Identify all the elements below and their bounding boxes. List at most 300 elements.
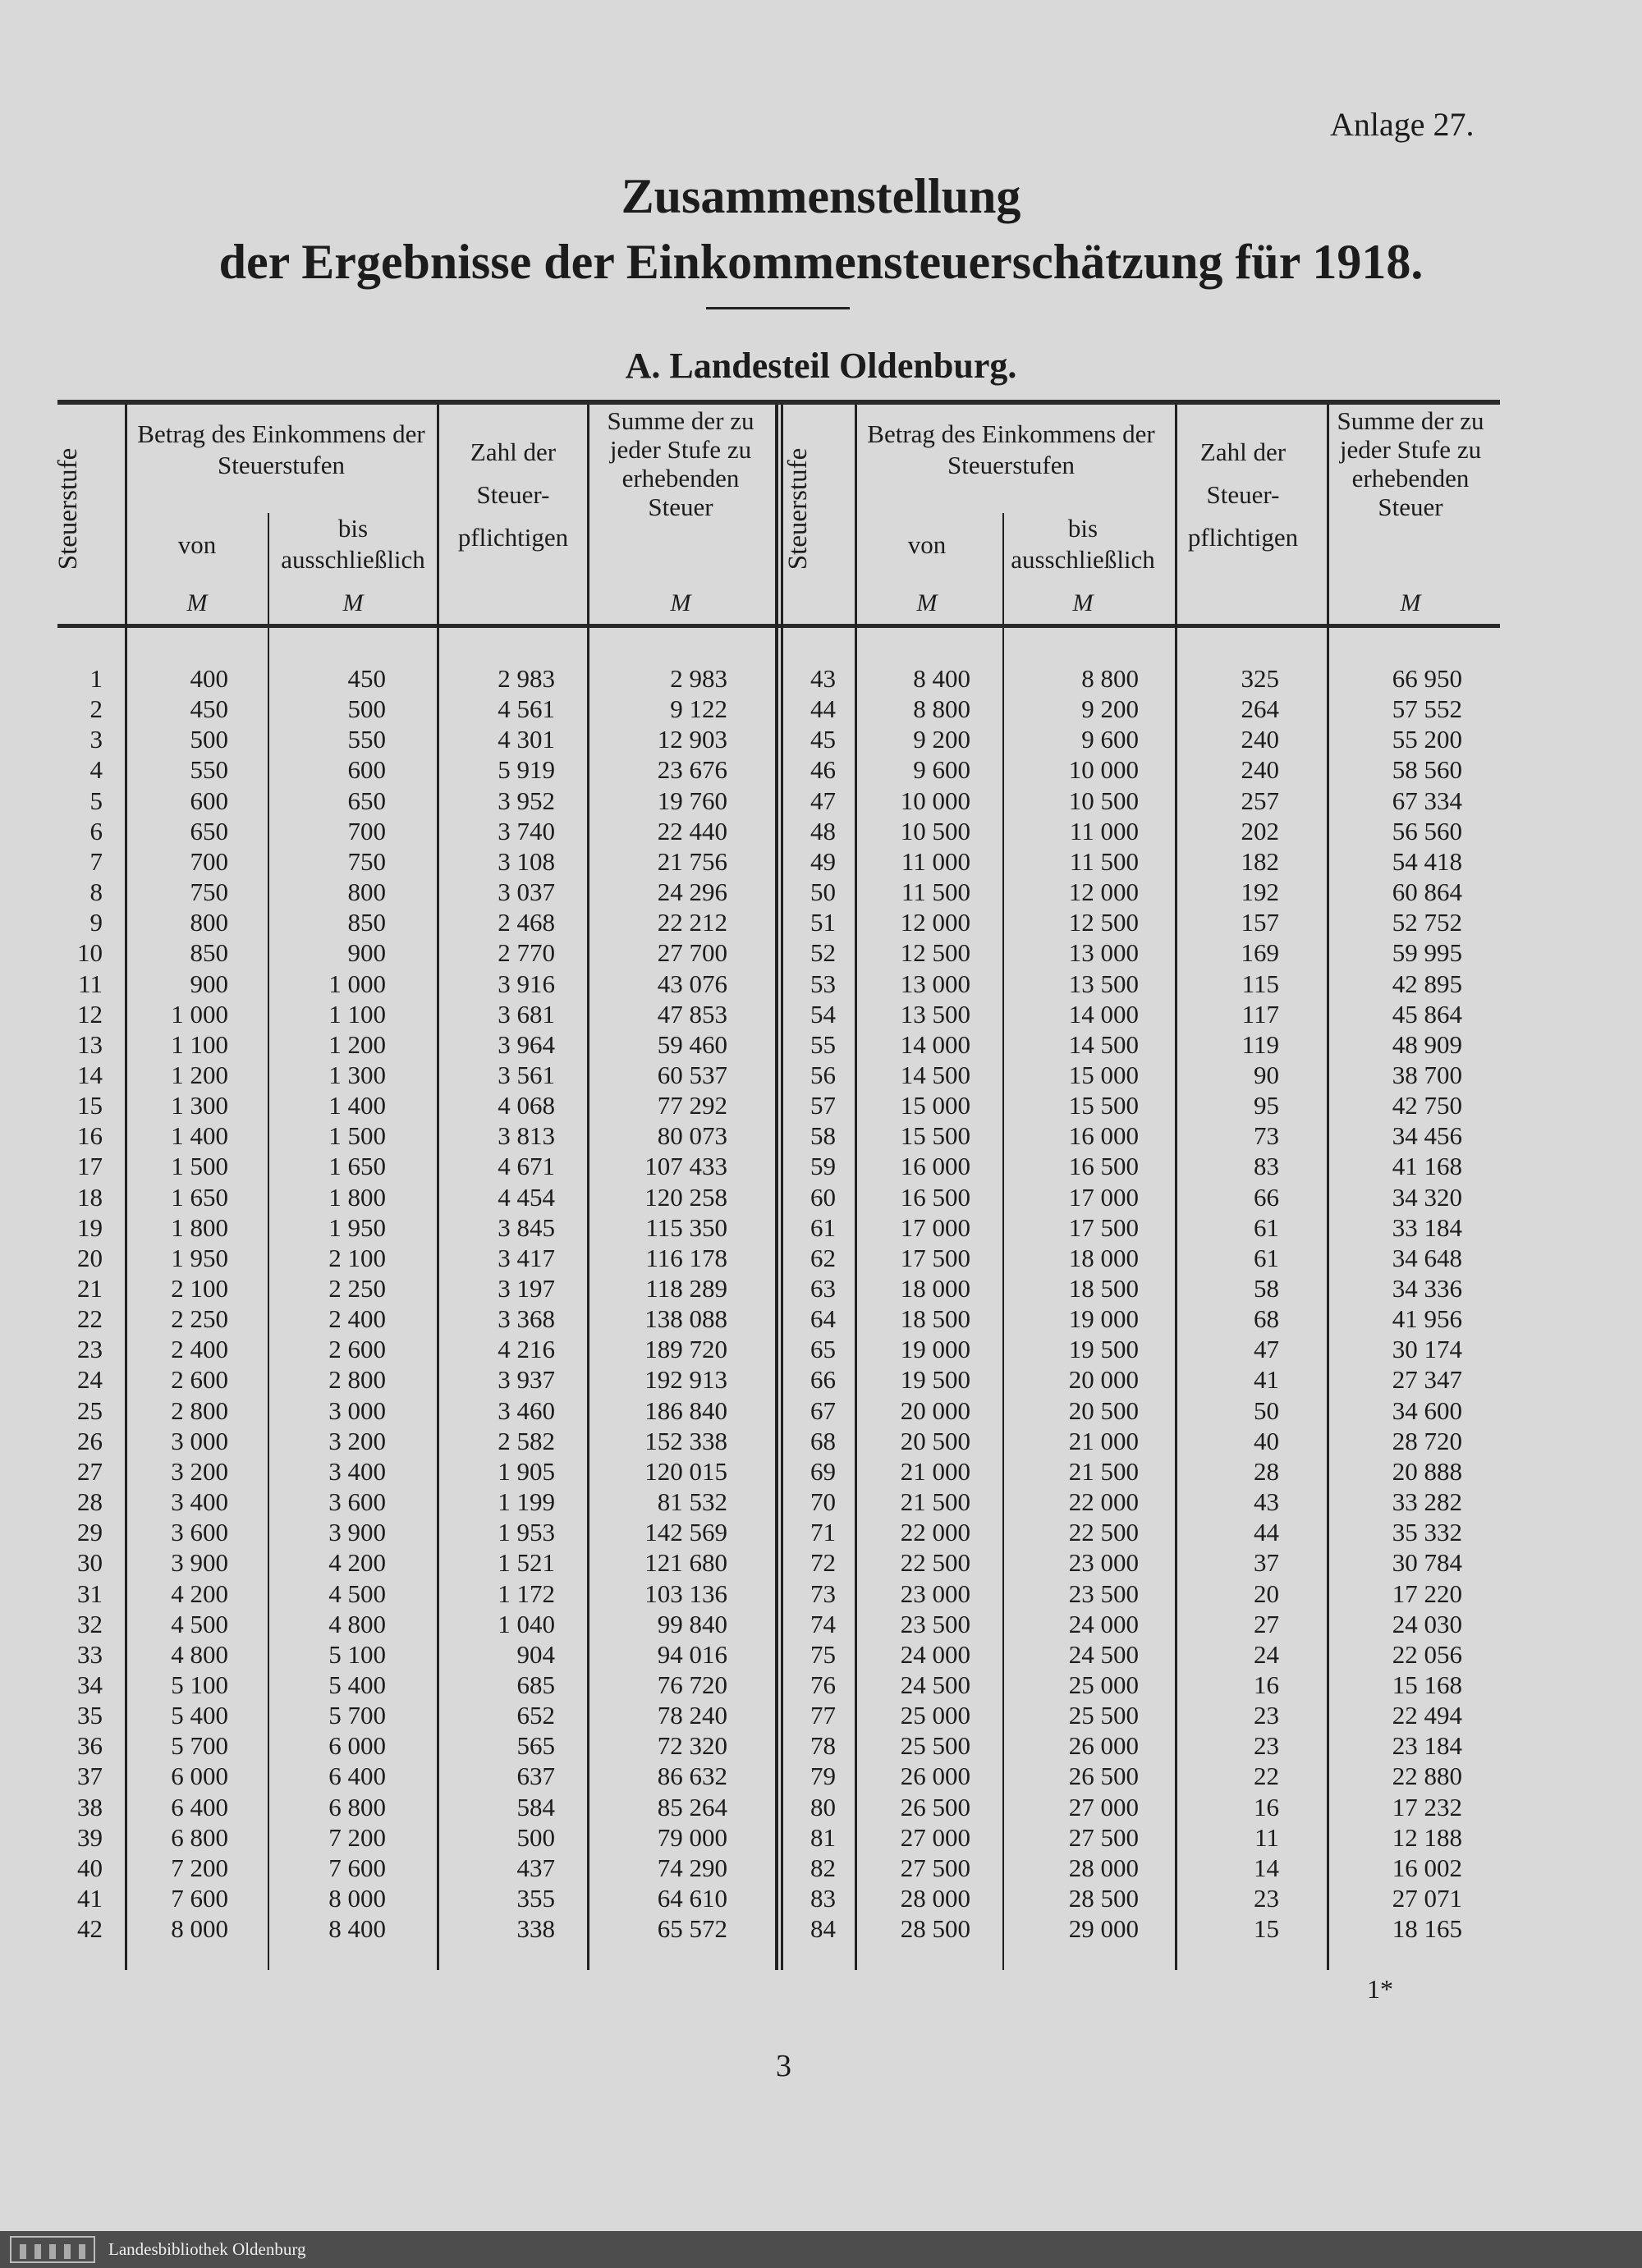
row-summe: 28 720 <box>1392 1426 1462 1455</box>
row-zahl: 2 582 <box>498 1426 555 1455</box>
row-bis: 2 800 <box>328 1365 386 1395</box>
row-summe: 65 572 <box>657 1914 727 1944</box>
row-von: 13 000 <box>900 969 970 998</box>
row-summe: 120 258 <box>644 1182 727 1212</box>
row-summe: 2 983 <box>670 664 727 693</box>
row-bis: 1 200 <box>328 1029 386 1059</box>
annex-label: Anlage 27. <box>1330 106 1475 143</box>
row-stufe: 59 <box>810 1152 836 1181</box>
row-stufe: 75 <box>810 1639 836 1669</box>
row-von: 8 400 <box>913 664 970 693</box>
row-von: 15 500 <box>900 1121 970 1151</box>
row-bis: 18 500 <box>1068 1274 1139 1303</box>
row-stufe: 33 <box>77 1639 103 1669</box>
row-bis: 27 500 <box>1068 1822 1139 1852</box>
row-zahl: 355 <box>516 1884 555 1913</box>
row-von: 1 200 <box>171 1060 228 1089</box>
row-stufe: 39 <box>77 1822 103 1852</box>
row-bis: 5 700 <box>328 1701 386 1730</box>
page-number: 3 <box>776 2049 791 2083</box>
row-stufe: 47 <box>810 786 836 815</box>
row-zahl: 182 <box>1241 846 1279 876</box>
row-summe: 16 002 <box>1392 1853 1462 1882</box>
row-bis: 25 500 <box>1068 1701 1139 1730</box>
row-stufe: 48 <box>810 816 836 845</box>
row-stufe: 21 <box>77 1274 103 1303</box>
row-stufe: 42 <box>77 1914 103 1944</box>
row-bis: 1 500 <box>328 1121 386 1151</box>
row-stufe: 54 <box>810 999 836 1029</box>
row-zahl: 117 <box>1241 999 1279 1029</box>
table-top-rule <box>57 400 1500 405</box>
row-bis: 22 000 <box>1068 1487 1139 1517</box>
row-von: 4 500 <box>171 1609 228 1638</box>
unit-mark: M <box>916 589 938 616</box>
row-stufe: 17 <box>77 1152 103 1181</box>
row-summe: 34 320 <box>1392 1182 1462 1212</box>
row-zahl: 28 <box>1254 1456 1279 1486</box>
row-bis: 4 200 <box>328 1548 386 1578</box>
row-von: 2 400 <box>171 1335 228 1364</box>
row-zahl: 90 <box>1254 1060 1279 1089</box>
page-title-line2: der Ergebnisse der Einkommensteuerschätzung für 1918. <box>218 235 1424 289</box>
row-von: 1 000 <box>171 999 228 1029</box>
row-bis: 20 000 <box>1068 1365 1139 1395</box>
row-von: 3 900 <box>171 1548 228 1578</box>
row-summe: 152 338 <box>644 1426 727 1455</box>
column-divider <box>855 405 857 1970</box>
row-bis: 19 000 <box>1068 1304 1139 1334</box>
row-stufe: 38 <box>77 1792 103 1821</box>
row-stufe: 66 <box>810 1365 836 1395</box>
row-bis: 1 950 <box>328 1212 386 1242</box>
row-bis: 23 500 <box>1068 1578 1139 1608</box>
row-bis: 6 400 <box>328 1762 386 1791</box>
header-bottom-rule <box>57 624 1500 628</box>
column-divider <box>437 405 439 1970</box>
row-bis: 28 000 <box>1068 1853 1139 1882</box>
row-stufe: 81 <box>810 1822 836 1852</box>
row-zahl: 3 937 <box>498 1365 555 1395</box>
column-divider <box>268 628 269 1970</box>
row-von: 10 500 <box>900 816 970 845</box>
row-zahl: 66 <box>1254 1182 1279 1212</box>
row-von: 400 <box>190 664 228 693</box>
row-stufe: 16 <box>77 1121 103 1151</box>
row-bis: 5 400 <box>328 1670 386 1699</box>
row-von: 3 200 <box>171 1456 228 1486</box>
row-von: 8 800 <box>913 694 970 724</box>
row-stufe: 23 <box>77 1335 103 1364</box>
row-bis: 4 800 <box>328 1609 386 1638</box>
row-zahl: 338 <box>516 1914 555 1944</box>
row-stufe: 7 <box>89 846 103 876</box>
row-zahl: 20 <box>1254 1578 1279 1608</box>
row-zahl: 2 468 <box>498 908 555 937</box>
row-stufe: 62 <box>810 1243 836 1272</box>
row-summe: 12 188 <box>1392 1822 1462 1852</box>
double-divider <box>781 405 783 1970</box>
row-summe: 94 016 <box>657 1639 727 1669</box>
row-stufe: 79 <box>810 1762 836 1791</box>
row-zahl: 157 <box>1241 908 1279 937</box>
row-zahl: 11 <box>1254 1822 1279 1852</box>
row-von: 27 000 <box>900 1822 970 1852</box>
column-divider <box>587 405 589 1970</box>
row-stufe: 27 <box>77 1456 103 1486</box>
row-stufe: 15 <box>77 1091 103 1120</box>
row-summe: 115 350 <box>645 1212 727 1242</box>
row-bis: 1 400 <box>328 1091 386 1120</box>
row-stufe: 34 <box>77 1670 103 1699</box>
row-von: 2 250 <box>171 1304 228 1334</box>
row-von: 14 000 <box>900 1029 970 1059</box>
row-zahl: 169 <box>1241 938 1279 968</box>
row-von: 700 <box>190 846 228 876</box>
row-bis: 11 500 <box>1069 846 1139 876</box>
row-stufe: 2 <box>89 694 103 724</box>
row-stufe: 51 <box>810 908 836 937</box>
row-summe: 27 700 <box>657 938 727 968</box>
row-von: 450 <box>190 694 228 724</box>
row-von: 18 000 <box>900 1274 970 1303</box>
row-summe: 34 456 <box>1392 1121 1462 1151</box>
row-zahl: 27 <box>1254 1609 1279 1638</box>
row-summe: 76 720 <box>657 1670 727 1699</box>
row-stufe: 58 <box>810 1121 836 1151</box>
row-bis: 14 000 <box>1068 999 1139 1029</box>
row-von: 24 500 <box>900 1670 970 1699</box>
row-zahl: 4 301 <box>498 725 555 754</box>
row-bis: 17 500 <box>1068 1212 1139 1242</box>
column-divider <box>1175 405 1177 1970</box>
row-summe: 74 290 <box>657 1853 727 1882</box>
row-stufe: 22 <box>77 1304 103 1334</box>
row-zahl: 3 681 <box>498 999 555 1029</box>
row-von: 16 500 <box>900 1182 970 1212</box>
row-summe: 34 648 <box>1392 1243 1462 1272</box>
row-bis: 27 000 <box>1068 1792 1139 1821</box>
row-stufe: 9 <box>89 908 103 937</box>
row-von: 5 100 <box>171 1670 228 1699</box>
row-summe: 24 030 <box>1392 1609 1462 1638</box>
row-bis: 28 500 <box>1068 1884 1139 1913</box>
row-zahl: 3 952 <box>498 786 555 815</box>
row-stufe: 69 <box>810 1456 836 1486</box>
row-von: 27 500 <box>900 1853 970 1882</box>
row-stufe: 11 <box>78 969 103 998</box>
row-stufe: 74 <box>810 1609 836 1638</box>
row-von: 12 000 <box>900 908 970 937</box>
row-stufe: 63 <box>810 1274 836 1303</box>
row-summe: 55 200 <box>1392 725 1462 754</box>
row-summe: 17 232 <box>1392 1792 1462 1821</box>
row-bis: 11 000 <box>1069 816 1139 845</box>
row-von: 1 300 <box>171 1091 228 1120</box>
row-stufe: 30 <box>77 1548 103 1578</box>
row-von: 9 200 <box>913 725 970 754</box>
row-zahl: 3 037 <box>498 877 555 907</box>
row-summe: 45 864 <box>1392 999 1462 1029</box>
row-summe: 103 136 <box>644 1578 727 1608</box>
row-stufe: 6 <box>89 816 103 845</box>
row-summe: 59 995 <box>1392 938 1462 968</box>
row-bis: 23 000 <box>1068 1548 1139 1578</box>
row-bis: 17 000 <box>1068 1182 1139 1212</box>
row-zahl: 4 671 <box>498 1152 555 1181</box>
row-von: 28 000 <box>900 1884 970 1913</box>
row-zahl: 685 <box>516 1670 555 1699</box>
header-betrag: Betrag des Einkommens der Steuerstufen <box>137 419 425 479</box>
row-von: 26 000 <box>900 1762 970 1791</box>
row-von: 13 500 <box>900 999 970 1029</box>
title-divider <box>706 307 850 309</box>
row-summe: 78 240 <box>657 1701 727 1730</box>
row-bis: 2 250 <box>328 1274 386 1303</box>
row-summe: 15 168 <box>1392 1670 1462 1699</box>
row-summe: 60 537 <box>657 1060 727 1089</box>
row-summe: 34 600 <box>1392 1395 1462 1425</box>
row-bis: 26 500 <box>1068 1762 1139 1791</box>
unit-mark: M <box>1400 589 1421 616</box>
row-stufe: 19 <box>77 1212 103 1242</box>
row-stufe: 53 <box>810 969 836 998</box>
row-summe: 23 676 <box>657 755 727 785</box>
row-zahl: 565 <box>516 1731 555 1761</box>
header-summe: Summe der zu jeder Stufe zu erhebenden Steuer <box>607 406 754 521</box>
row-stufe: 4 <box>89 755 103 785</box>
row-bis: 12 000 <box>1068 877 1139 907</box>
row-von: 5 700 <box>171 1731 228 1761</box>
row-von: 1 950 <box>171 1243 228 1272</box>
row-summe: 192 913 <box>644 1365 727 1395</box>
row-von: 750 <box>190 877 228 907</box>
row-bis: 26 000 <box>1068 1731 1139 1761</box>
row-von: 6 800 <box>171 1822 228 1852</box>
row-stufe: 10 <box>77 938 103 968</box>
row-stufe: 82 <box>810 1853 836 1882</box>
row-stufe: 71 <box>810 1518 836 1547</box>
row-bis: 1 650 <box>328 1152 386 1181</box>
row-summe: 60 864 <box>1392 877 1462 907</box>
row-summe: 35 332 <box>1392 1518 1462 1547</box>
row-von: 19 500 <box>900 1365 970 1395</box>
row-zahl: 1 040 <box>498 1609 555 1638</box>
row-zahl: 37 <box>1254 1548 1279 1578</box>
column-divider <box>1327 405 1329 1970</box>
row-zahl: 257 <box>1241 786 1279 815</box>
row-zahl: 50 <box>1254 1395 1279 1425</box>
row-bis: 1 300 <box>328 1060 386 1089</box>
row-von: 550 <box>190 755 228 785</box>
row-von: 500 <box>190 725 228 754</box>
row-summe: 33 184 <box>1392 1212 1462 1242</box>
row-stufe: 49 <box>810 846 836 876</box>
row-stufe: 67 <box>810 1395 836 1425</box>
row-bis: 3 900 <box>328 1518 386 1547</box>
row-von: 22 000 <box>900 1518 970 1547</box>
row-zahl: 23 <box>1254 1701 1279 1730</box>
row-bis: 25 000 <box>1068 1670 1139 1699</box>
row-von: 1 800 <box>171 1212 228 1242</box>
header-summe: Summe der zu jeder Stufe zu erhebenden Steuer <box>1337 406 1484 521</box>
signature-mark: 1* <box>1367 1974 1393 2004</box>
row-von: 21 000 <box>900 1456 970 1486</box>
row-bis: 650 <box>347 786 386 815</box>
row-stufe: 60 <box>810 1182 836 1212</box>
row-von: 1 500 <box>171 1152 228 1181</box>
row-bis: 7 200 <box>328 1822 386 1852</box>
unit-mark: M <box>186 589 208 616</box>
row-bis: 900 <box>347 938 386 968</box>
row-bis: 16 000 <box>1068 1121 1139 1151</box>
row-zahl: 16 <box>1254 1670 1279 1699</box>
row-von: 21 500 <box>900 1487 970 1517</box>
row-zahl: 47 <box>1254 1335 1279 1364</box>
row-von: 25 500 <box>900 1731 970 1761</box>
row-stufe: 78 <box>810 1731 836 1761</box>
row-bis: 24 000 <box>1068 1609 1139 1638</box>
row-summe: 19 760 <box>657 786 727 815</box>
row-summe: 189 720 <box>644 1335 727 1364</box>
row-bis: 3 200 <box>328 1426 386 1455</box>
row-zahl: 1 199 <box>498 1487 555 1517</box>
row-von: 28 500 <box>900 1914 970 1944</box>
row-zahl: 240 <box>1241 755 1279 785</box>
row-von: 18 500 <box>900 1304 970 1334</box>
row-zahl: 23 <box>1254 1884 1279 1913</box>
section-heading: A. Landesteil Oldenburg. <box>625 346 1017 386</box>
row-bis: 20 500 <box>1068 1395 1139 1425</box>
row-stufe: 28 <box>77 1487 103 1517</box>
row-stufe: 64 <box>810 1304 836 1334</box>
row-bis: 15 500 <box>1068 1091 1139 1120</box>
row-bis: 19 500 <box>1068 1335 1139 1364</box>
row-von: 6 000 <box>171 1762 228 1791</box>
row-zahl: 3 813 <box>498 1121 555 1151</box>
row-summe: 41 168 <box>1392 1152 1462 1181</box>
row-zahl: 4 454 <box>498 1182 555 1212</box>
row-zahl: 3 561 <box>498 1060 555 1089</box>
row-stufe: 55 <box>810 1029 836 1059</box>
row-bis: 15 000 <box>1068 1060 1139 1089</box>
row-bis: 1 800 <box>328 1182 386 1212</box>
row-bis: 2 100 <box>328 1243 386 1272</box>
row-stufe: 46 <box>810 755 836 785</box>
row-von: 5 400 <box>171 1701 228 1730</box>
row-bis: 9 600 <box>1081 725 1139 754</box>
row-zahl: 264 <box>1241 694 1279 724</box>
row-zahl: 5 919 <box>498 755 555 785</box>
row-von: 10 000 <box>900 786 970 815</box>
row-summe: 67 334 <box>1392 786 1462 815</box>
row-summe: 33 282 <box>1392 1487 1462 1517</box>
row-zahl: 3 108 <box>498 846 555 876</box>
row-stufe: 31 <box>77 1578 103 1608</box>
row-stufe: 45 <box>810 725 836 754</box>
row-stufe: 84 <box>810 1914 836 1944</box>
row-stufe: 24 <box>77 1365 103 1395</box>
row-bis: 850 <box>347 908 386 937</box>
row-bis: 450 <box>347 664 386 693</box>
row-bis: 13 000 <box>1068 938 1139 968</box>
library-logo-icon <box>10 2236 95 2263</box>
row-summe: 56 560 <box>1392 816 1462 845</box>
row-bis: 13 500 <box>1068 969 1139 998</box>
row-zahl: 14 <box>1254 1853 1279 1882</box>
header-steuerstufe: Steuerstufe <box>53 447 83 570</box>
row-zahl: 83 <box>1254 1152 1279 1181</box>
row-summe: 27 347 <box>1392 1365 1462 1395</box>
row-von: 22 500 <box>900 1548 970 1578</box>
row-bis: 1 100 <box>328 999 386 1029</box>
header-steuerstufe: Steuerstufe <box>783 447 813 570</box>
row-von: 1 100 <box>171 1029 228 1059</box>
unit-mark: M <box>670 589 691 616</box>
row-bis: 3 400 <box>328 1456 386 1486</box>
row-stufe: 83 <box>810 1884 836 1913</box>
row-zahl: 95 <box>1254 1091 1279 1120</box>
row-von: 15 000 <box>900 1091 970 1120</box>
row-stufe: 41 <box>77 1884 103 1913</box>
row-bis: 550 <box>347 725 386 754</box>
row-summe: 22 494 <box>1392 1701 1462 1730</box>
row-zahl: 1 172 <box>498 1578 555 1608</box>
row-summe: 80 073 <box>657 1121 727 1151</box>
row-summe: 43 076 <box>657 969 727 998</box>
row-von: 850 <box>190 938 228 968</box>
row-bis: 4 500 <box>328 1578 386 1608</box>
row-stufe: 3 <box>89 725 103 754</box>
row-summe: 116 178 <box>645 1243 727 1272</box>
row-zahl: 3 964 <box>498 1029 555 1059</box>
row-bis: 3 600 <box>328 1487 386 1517</box>
row-zahl: 1 905 <box>498 1456 555 1486</box>
row-summe: 42 895 <box>1392 969 1462 998</box>
row-zahl: 41 <box>1254 1365 1279 1395</box>
row-zahl: 4 561 <box>498 694 555 724</box>
row-stufe: 73 <box>810 1578 836 1608</box>
row-bis: 3 000 <box>328 1395 386 1425</box>
row-zahl: 22 <box>1254 1762 1279 1791</box>
row-stufe: 72 <box>810 1548 836 1578</box>
row-summe: 77 292 <box>657 1091 727 1120</box>
row-von: 4 800 <box>171 1639 228 1669</box>
row-bis: 22 500 <box>1068 1518 1139 1547</box>
row-summe: 118 289 <box>645 1274 727 1303</box>
row-summe: 52 752 <box>1392 908 1462 937</box>
header-von: von <box>177 530 217 559</box>
row-von: 2 800 <box>171 1395 228 1425</box>
row-summe: 24 296 <box>657 877 727 907</box>
header-zahl: Zahl der Steuer-pflichtigen <box>1187 438 1299 552</box>
row-zahl: 58 <box>1254 1274 1279 1303</box>
row-zahl: 23 <box>1254 1731 1279 1761</box>
row-summe: 120 015 <box>644 1456 727 1486</box>
row-stufe: 12 <box>77 999 103 1029</box>
row-von: 17 000 <box>900 1212 970 1242</box>
row-summe: 186 840 <box>644 1395 727 1425</box>
row-von: 900 <box>190 969 228 998</box>
row-zahl: 3 460 <box>498 1395 555 1425</box>
row-stufe: 25 <box>77 1395 103 1425</box>
row-summe: 121 680 <box>644 1548 727 1578</box>
row-bis: 9 200 <box>1081 694 1139 724</box>
row-summe: 27 071 <box>1392 1884 1462 1913</box>
row-zahl: 4 216 <box>498 1335 555 1364</box>
row-summe: 30 784 <box>1392 1548 1462 1578</box>
row-bis: 8 000 <box>328 1884 386 1913</box>
